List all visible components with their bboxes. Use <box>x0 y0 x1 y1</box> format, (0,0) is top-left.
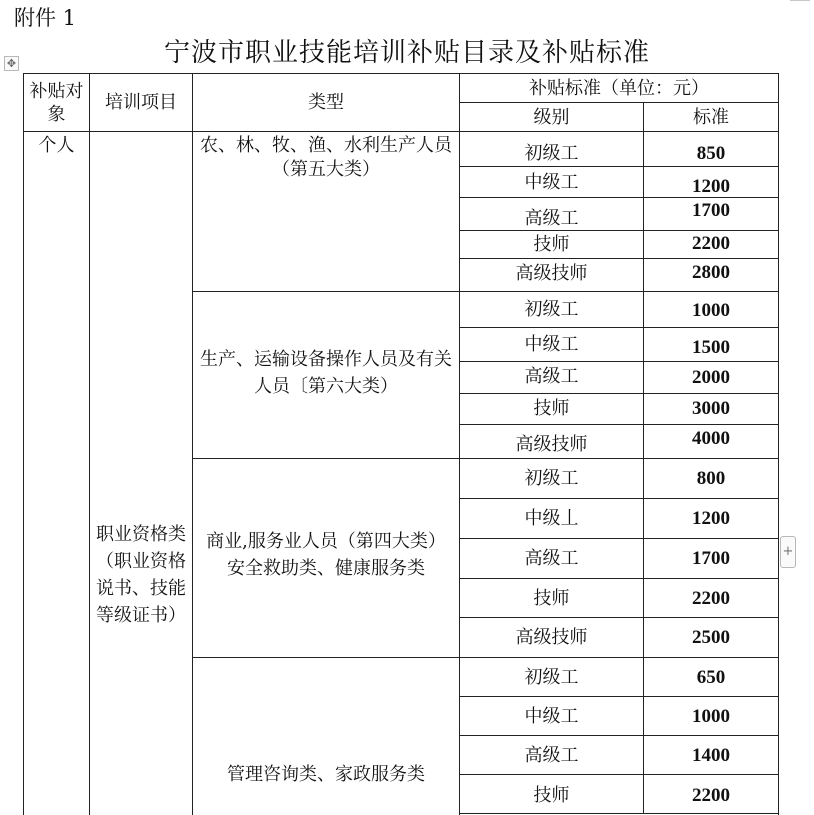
level-cell: 初级工 <box>524 467 579 489</box>
amount-cell: 3000 <box>692 397 730 419</box>
level-cell: 初级工 <box>524 142 579 164</box>
category-cell-1: 农、林、牧、渔、水利生产人员（第五大类） <box>200 135 452 180</box>
table-move-handle-icon[interactable]: ✥ <box>4 56 19 71</box>
level-cell: 高级工 <box>524 207 579 229</box>
document-title: 宁波市职业技能培训补贴目录及补贴标准 <box>163 38 650 68</box>
amount-cell: 850 <box>696 142 726 164</box>
level-cell: 高级工 <box>524 744 579 766</box>
attachment-label: 附件 1 <box>14 6 77 30</box>
level-cell: 技师 <box>533 587 570 609</box>
header-standard-group: 补贴标准（单位：元） <box>529 77 709 99</box>
level-cell: 初级工 <box>524 666 579 688</box>
amount-cell: 1500 <box>692 336 730 358</box>
amount-cell: 2500 <box>692 626 730 648</box>
amount-cell: 1700 <box>692 547 730 569</box>
level-cell: 技师 <box>533 233 570 255</box>
amount-cell: 2200 <box>692 587 730 609</box>
header-level: 级别 <box>533 106 570 128</box>
header-subject: 补贴对象 <box>29 80 84 125</box>
amount-cell: 1200 <box>692 175 730 197</box>
header-standard: 标准 <box>693 106 729 128</box>
level-cell: 中级工 <box>524 333 579 355</box>
level-cell: 初级工 <box>524 298 579 320</box>
level-cell: 中级工 <box>524 705 579 727</box>
amount-cell: 650 <box>696 666 726 688</box>
level-cell: 中级丄 <box>524 507 579 529</box>
category-cell-3: 商业,服务业人员（第四大类）安全救助类、健康服务类 <box>206 531 446 579</box>
header-project: 培训项目 <box>105 92 177 113</box>
amount-cell: 2000 <box>692 366 730 388</box>
level-cell: 高级技师 <box>515 626 588 648</box>
level-cell: 高级工 <box>524 365 579 387</box>
amount-cell: 4000 <box>692 427 730 449</box>
amount-cell: 2200 <box>692 232 730 254</box>
amount-cell: 1000 <box>692 705 730 727</box>
subject-cell: 个人 <box>38 135 75 156</box>
level-cell: 高级工 <box>524 547 579 569</box>
amount-cell: 1000 <box>692 299 730 321</box>
level-cell: 高级技师 <box>515 262 588 284</box>
level-cell: 技师 <box>533 397 570 419</box>
level-cell: 中级工 <box>524 171 579 193</box>
amount-cell: 2800 <box>692 261 730 283</box>
amount-cell: 800 <box>696 467 726 489</box>
amount-cell: 2200 <box>692 784 730 806</box>
level-cell: 技师 <box>533 784 570 806</box>
project-cell: 职业资格类（职业资格说书、技能等级证书） <box>96 524 186 626</box>
category-cell-2: 生产、运输设备操作人员及有关人员〔第六大类） <box>200 349 452 397</box>
level-cell: 高级技师 <box>515 433 588 455</box>
page-corner-mark <box>790 0 810 1</box>
amount-cell: 1400 <box>692 744 730 766</box>
header-category: 类型 <box>308 92 344 113</box>
amount-cell: 1200 <box>692 507 730 529</box>
add-row-handle-icon[interactable]: + <box>780 536 796 568</box>
category-cell-4: 管理咨询类、家政服务类 <box>227 763 425 785</box>
amount-cell: 1700 <box>692 199 730 221</box>
